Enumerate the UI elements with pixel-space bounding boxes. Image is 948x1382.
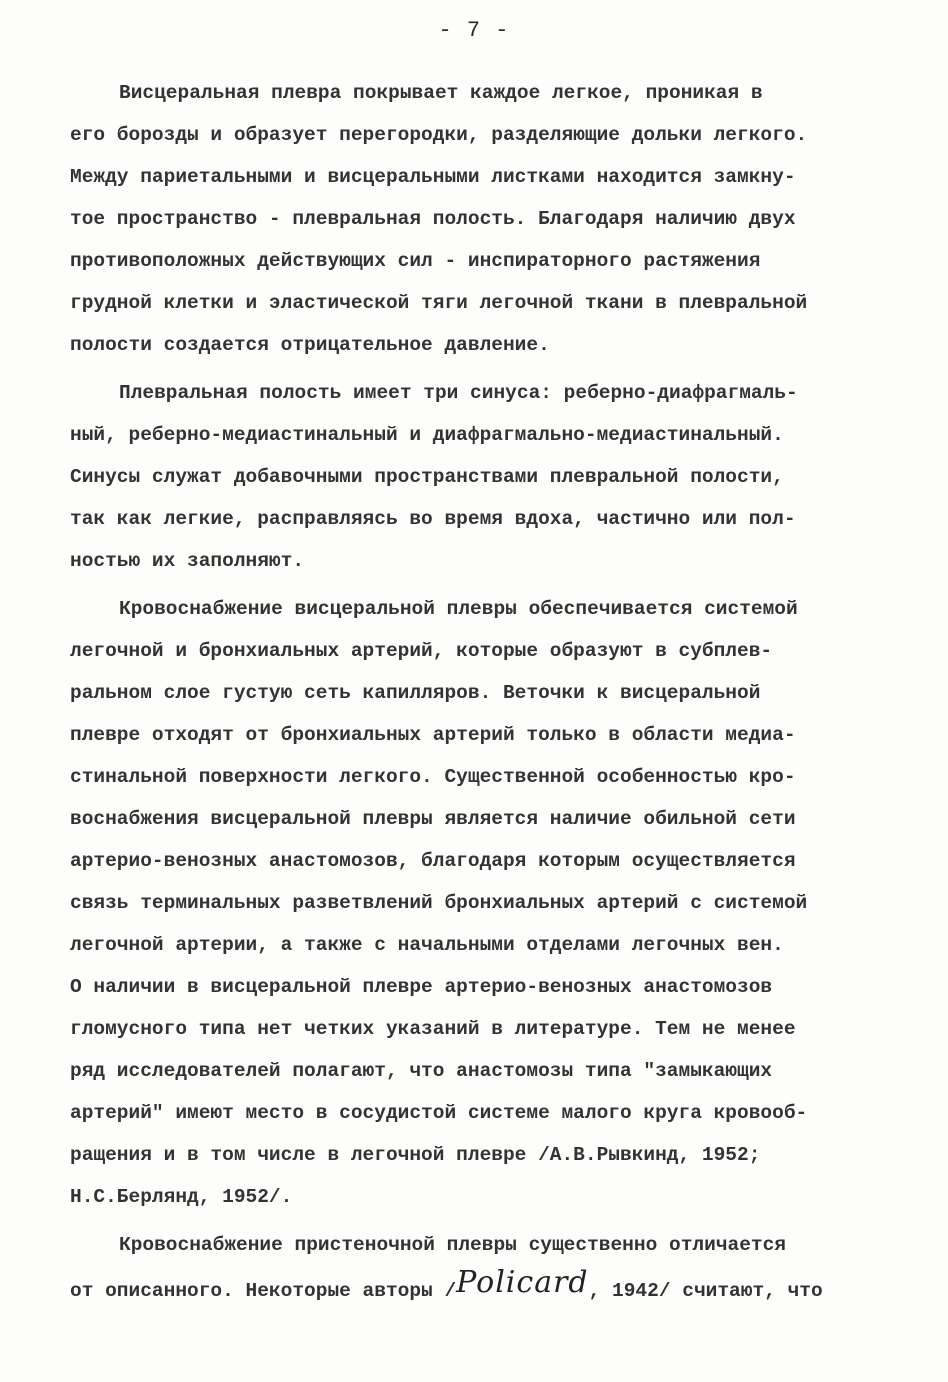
text-line: тое пространство - плевральная полость. Благодаря наличию двух bbox=[70, 208, 796, 230]
paragraph-pleural-sinuses bbox=[70, 372, 900, 582]
text-line: ряд исследователей полагают, что анастомозы типа "замыкающих bbox=[70, 1060, 773, 1082]
text-line: его борозды и образует перегородки, разделяющие дольки легкого. bbox=[70, 124, 808, 146]
text-line: Висцеральная плевра покрывает каждое легкое, проникая в bbox=[119, 82, 763, 104]
text-line: ральном слое густую сеть капилляров. Веточки к висцеральной bbox=[70, 682, 761, 704]
page-number: - 7 - bbox=[438, 18, 510, 43]
text-line-with-handwriting bbox=[70, 1266, 900, 1308]
text-line: плевре отходят от бронхиальных артерий только в области медиа- bbox=[70, 724, 796, 746]
text-line: гломусного типа нет четких указаний в литературе. Тем не менее bbox=[70, 1018, 796, 1040]
text-line: артерио-венозных анастомозов, благодаря которым осуществляется bbox=[70, 850, 796, 872]
text-line: Кровоснабжение пристеночной плевры существенно отличается bbox=[119, 1234, 787, 1256]
text-line: Плевральная полость имеет три синуса: реберно-диафрагмаль- bbox=[119, 382, 798, 404]
text-line: легочной и бронхиальных артерий, которые образуют в субплев- bbox=[70, 640, 773, 662]
text-line: стинальной поверхности легкого. Существенной особенностью кро- bbox=[70, 766, 796, 788]
text-line: так как легкие, расправляясь во время вдоха, частично или пол- bbox=[70, 508, 796, 530]
text-segment: , 1942/ считают, что bbox=[588, 1280, 823, 1302]
text-line: легочной артерии, а также с начальными отделами легочных вен. bbox=[70, 934, 784, 956]
text-line: О наличии в висцеральной плевре артерио-венозных анастомозов bbox=[70, 976, 773, 998]
text-line: Синусы служат добавочными пространствами плевральной полости, bbox=[70, 466, 784, 488]
text-line: воснабжения висцеральной плевры является наличие обильной сети bbox=[70, 808, 796, 830]
text-line: грудной клетки и эластической тяги легочной ткани в плевральной bbox=[70, 292, 808, 314]
document-body bbox=[70, 72, 900, 1308]
paragraph-blood-supply-visceral bbox=[70, 588, 900, 1218]
text-line: Н.С.Берлянд, 1952/. bbox=[70, 1186, 293, 1208]
paragraph-visceral-pleura bbox=[70, 72, 900, 366]
text-segment: от описанного. Некоторые авторы / bbox=[70, 1280, 457, 1302]
text-line: Между париетальными и висцеральными листками находится замкну- bbox=[70, 166, 796, 188]
handwritten-author-name: Policard bbox=[456, 1265, 589, 1300]
text-line: противоположных действующих сил - инспираторного растяжения bbox=[70, 250, 761, 272]
text-line: ностью их заполняют. bbox=[70, 550, 305, 572]
text-line: ращения и в том числе в легочной плевре /А.В.Рывкинд, 1952; bbox=[70, 1144, 761, 1166]
text-line: полости создается отрицательное давление. bbox=[70, 334, 550, 356]
text-line: Кровоснабжение висцеральной плевры обеспечивается системой bbox=[119, 598, 798, 620]
text-line: ный, реберно-медиастинальный и диафрагмально-медиастинальный. bbox=[70, 424, 784, 446]
paragraph-blood-supply-parietal bbox=[70, 1224, 900, 1308]
text-line: связь терминальных разветвлений бронхиальных артерий с системой bbox=[70, 892, 808, 914]
text-line: артерий" имеют место в сосудистой системе малого круга кровооб- bbox=[70, 1102, 808, 1124]
